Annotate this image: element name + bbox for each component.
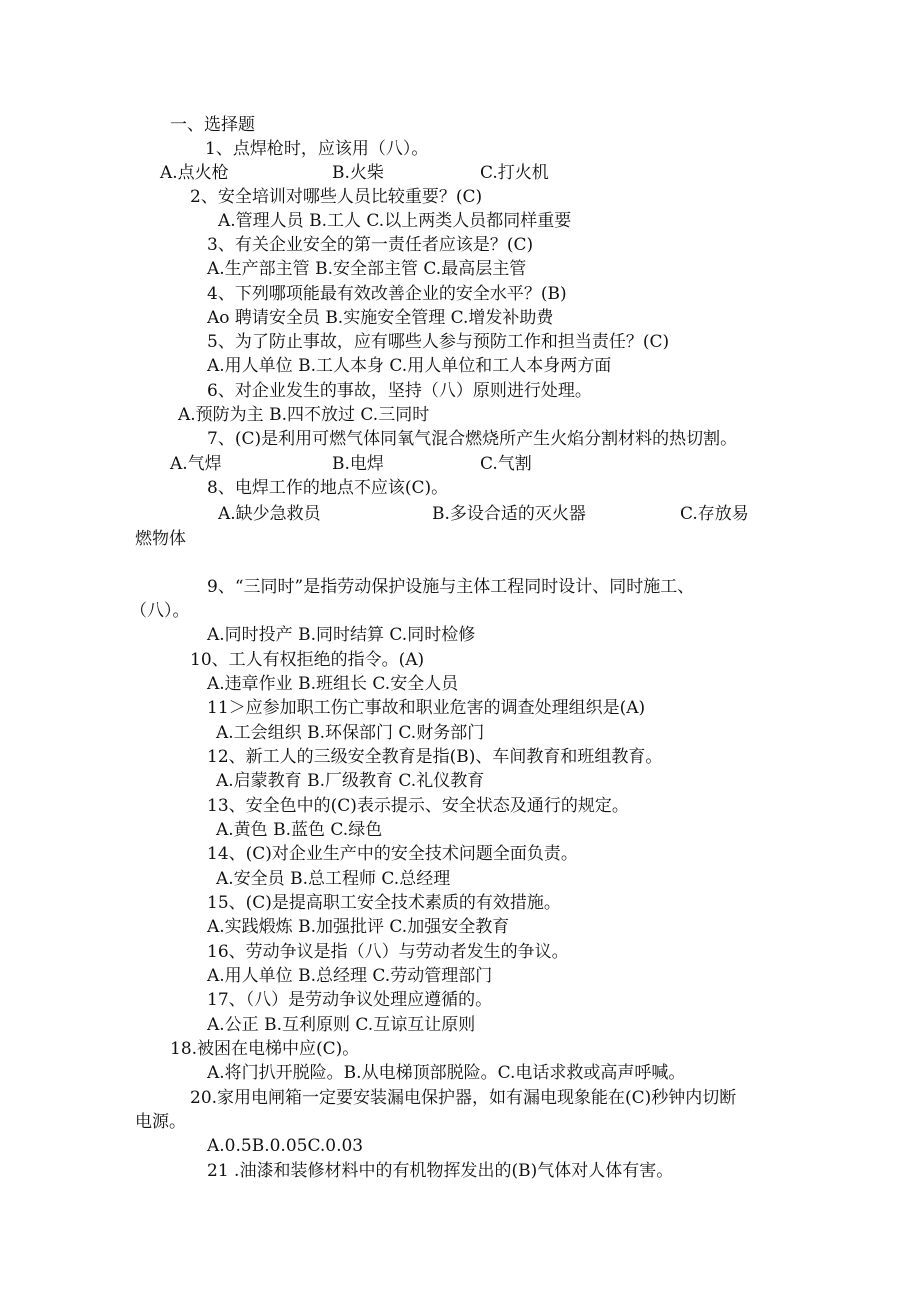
question-14: 14、(C)对企业生产中的安全技术问题全面负责。 [207,844,578,864]
question-7: 7、(C)是利用可燃气体同氧气混合燃烧所产生火焰分割材料的热切割。 [207,429,738,449]
option-8c-continued: 燃物体 [135,529,186,549]
option-8b: B.多设合适的灭火器 [432,504,586,524]
options-12: A.启蒙教育 B.厂级教育 C.礼仪教育 [216,771,485,791]
question-12: 12、新工人的三级安全教育是指(B)、车间教育和班组教育。 [207,747,663,767]
question-1: 1、点焊枪时，应该用（八）。 [205,139,429,159]
options-11: A.工会组织 B.环保部门 C.财务部门 [216,723,485,743]
question-17: 17、（八）是劳动争议处理应遵循的。 [207,990,493,1010]
question-4: 4、下列哪项能最有效改善企业的安全水平？(B) [207,284,567,304]
section-title: 一、选择题 [170,115,255,135]
options-6: A.预防为主 B.四不放过 C.三同时 [178,405,430,425]
options-20: A.0.5B.0.05C.0.03 [207,1136,364,1156]
question-2: 2、安全培训对哪些人员比较重要？(C) [190,187,483,207]
question-16: 16、劳动争议是指（八）与劳动者发生的争议。 [207,942,569,962]
option-8a: A.缺少急救员 [218,504,321,524]
option-7a: A.气焊 [170,454,222,474]
option-1a: A.点火枪 [160,163,229,183]
options-15: A.实践煅炼 B.加强批评 C.加强安全教育 [207,917,510,937]
option-7b: B.电焊 [332,454,384,474]
options-16: A.用人单位 B.总经理 C.劳动管理部门 [207,966,493,986]
options-4: Ao 聘请安全员 B.实施安全管理 C.增发补助费 [207,308,554,328]
question-6: 6、对企业发生的事故，坚持（八）原则进行处理。 [207,381,592,401]
question-20: 20.家用电闸箱一定要安装漏电保护器，如有漏电现象能在(C)秒钟内切断 [190,1088,737,1108]
option-1c: C.打火机 [480,163,549,183]
question-18: 18.被困在电梯中应(C)。 [170,1039,360,1059]
question-8: 8、电焊工作的地点不应该(C)。 [207,478,449,498]
options-17: A.公正 B.互利原则 C.互谅互让原则 [207,1015,476,1035]
question-13: 13、安全色中的(C)表示提示、安全状态及通行的规定。 [207,796,629,816]
question-3: 3、有关企业安全的第一责任者应该是？(C) [207,235,534,255]
question-9: 9、“三同时”是指劳动保护设施与主体工程同时设计、同时施工、 [207,577,695,597]
options-14: A.安全员 B.总工程师 C.总经理 [216,869,451,889]
options-2: A.管理人员 B.工人 C.以上两类人员都同样重要 [218,211,572,231]
question-11: 11＞应参加职工伤亡事故和职业危害的调查处理组织是(A) [207,698,646,718]
question-21: 21 .油漆和装修材料中的有机物挥发出的(B)气体对人体有害。 [207,1161,674,1181]
options-10: A.违章作业 B.班组长 C.安全人员 [207,674,459,694]
options-5: A.用人单位 B.工人本身 C.用人单位和工人本身两方面 [207,356,612,376]
option-1b: B.火柴 [332,163,384,183]
options-13: A.黄色 B.蓝色 C.绿色 [216,820,383,840]
question-20-continued: 电源。 [135,1112,186,1132]
question-10: 10、工人有权拒绝的指令。(A) [190,650,425,670]
options-9: A.同时投产 B.同时结算 C.同时检修 [207,625,476,645]
option-8c: C.存放易 [680,504,749,524]
question-15: 15、(C)是提高职工安全技术素质的有效措施。 [207,893,561,913]
option-7c: C.气割 [480,454,532,474]
options-18: A.将门扒开脱险。B.从电梯顶部脱险。C.电话求救或高声呼喊。 [207,1063,686,1083]
question-9-continued: （八）。 [130,601,190,621]
options-3: A.生产部主管 B.安全部主管 C.最高层主管 [207,259,527,279]
question-5: 5、为了防止事故，应有哪些人参与预防工作和担当责任？(C) [207,332,670,352]
